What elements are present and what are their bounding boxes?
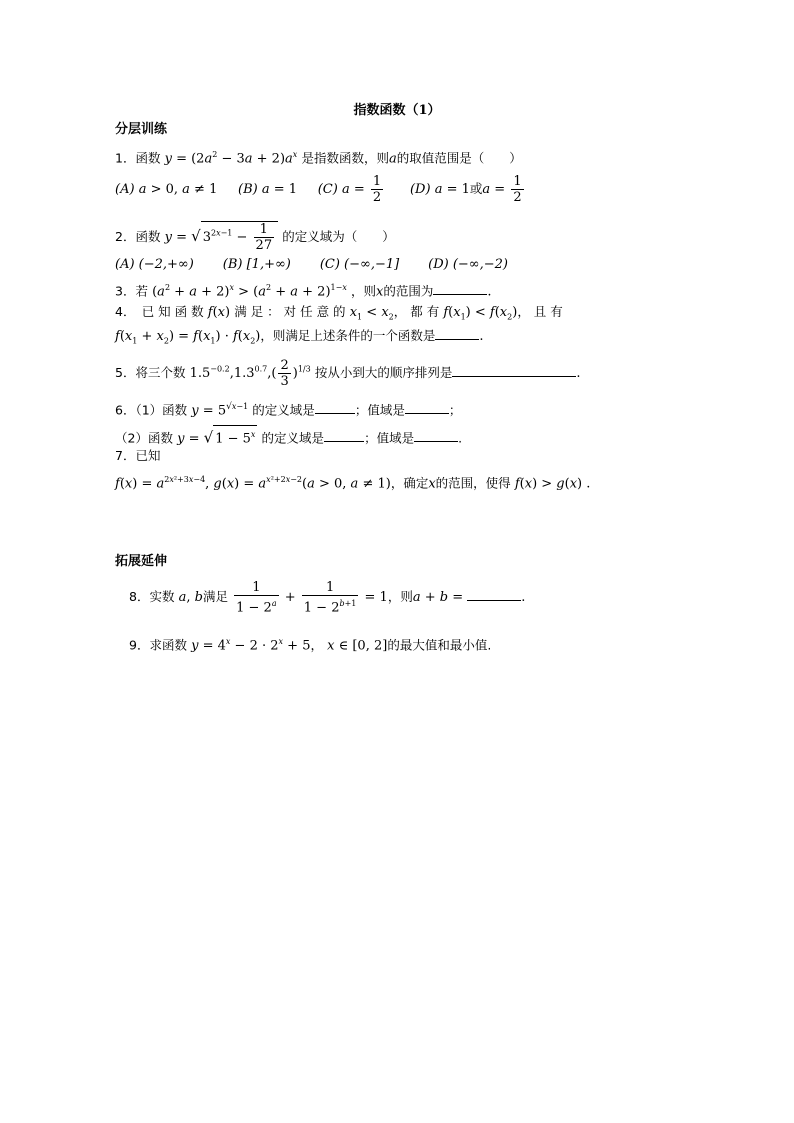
question-3: 3．若 $(a^2 + a + 2)^x > (a^2 + a + 2)^{1-x}$ ，则x的范围为 . xyxy=(115,283,492,300)
section-heading-extension: 拓展延伸 xyxy=(115,554,168,569)
question-4: 4． 已 知 函 数 f(x) 满 足 ： 对 任 意 的 $x_1 < x_2$， 都 有 $f(x_1) < f(x_2)$， 且 有 xyxy=(115,304,563,322)
page-title: 指数函数（1） xyxy=(353,103,441,118)
question-7: 7．已知 xyxy=(115,448,161,463)
section-heading-training: 分层训练 xyxy=(115,122,168,137)
question-8: 8．实数 a, b满足 $\frac{1}{1 - 2^a}$ + $\frac{1}{1 - 2^{b+1}}$ = 1，则a + b = . xyxy=(129,580,526,616)
question-9: 9．求函数 $y = 4^x - 2 \cdot 2^x + 5$， x ∈ [0, 2]的最大值和最小值. xyxy=(129,637,492,654)
question-7-line-2: $f(x) = a^{2x^2+3x-4}$, $g(x) = a^{x^2+2x-2}(a > 0$, a ≠ 1)，确定x的范围，使得 f(x) > g(x) . xyxy=(115,475,591,492)
question-2-options: (A) (−2,+∞) (B) [1,+∞) (C) (−∞,−1] (D) (−∞,−2) xyxy=(115,257,509,272)
question-1-options: (A) a > 0, a ≠ 1 (B) a = 1 (C) a = $\frac{1}{2}$ (D) a = 1或a = $\frac{1}{2}$ xyxy=(115,174,522,205)
question-2: 2．函数 y = √ $3^{2x-1}$ − $\frac{1}{27}$ 的定义域为（ ） xyxy=(115,222,395,253)
question-5: 5．将三个数 $1.5^{-0.2},1.3^{0.7}$,( $\frac{2}{3}$ )$^{1/3}$ 按从小到大的顺序排列是 . xyxy=(115,358,581,389)
question-4-line-2: $f(x_1 + x_2) = f(x_1) \cdot f(x_2)$，则满足上述条件的一个函数是 . xyxy=(115,328,484,346)
question-6-part-1: 6．（1）函数 $y = 5^{√x-1}$ 的定义域是 ；值域是 ； xyxy=(115,402,462,419)
question-6-part-2: （2）函数 y = √ $1 - 5^x$ 的定义域是 ；值域是 . xyxy=(115,425,462,448)
question-1: 1．函数 $y = (2a^2 - 3a + 2)a^x$ 是指数函数，则a的取值范围是（ ） xyxy=(115,150,522,167)
